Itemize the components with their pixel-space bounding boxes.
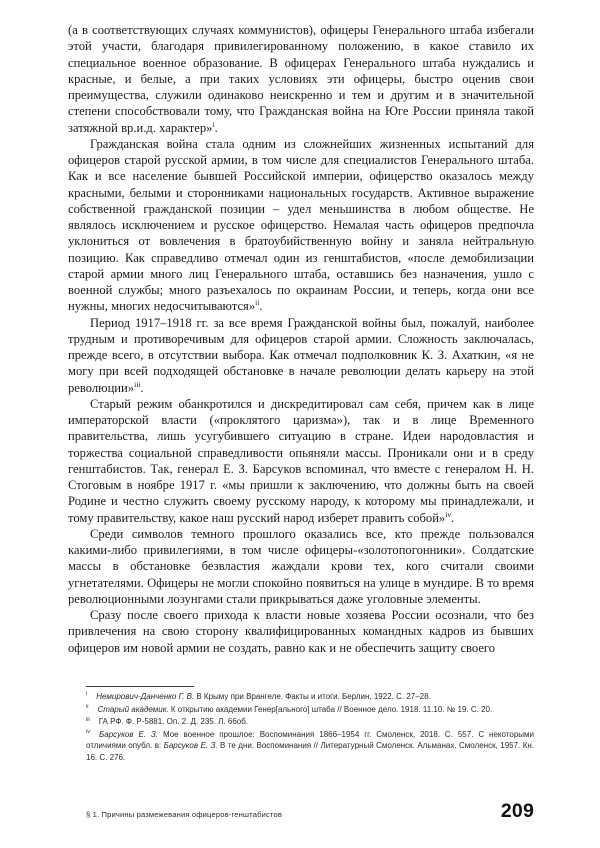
footnotes-section (86, 686, 534, 764)
footnote-text-secondary: В те дни. Воспоминания // Литературный Смоленск. Альманах. Смоленск, 1957. Кн. 16. С. 276. (86, 741, 534, 762)
paragraph-text: Старый режим обанкротился и дискредитировал сам себя, причем как в лице императорской власти («проклятого царизма»), так и в лице Временного правительства, лишь усугубившего ситуацию в стране. Идеи народовластия и торжества социальной справедливости опьяняли массы. Проникали они и в среду генштабистов. Так, генерал Е. З. Барсуков вспоминал, что вместе с генералом Н. Н. Стоговым в ноябре 1917 г. «мы пришли к заключению, что должны быть на своей Родине и честно служить своему русскому народу, к которому мы принадлежали, и тому правительству, какое наш русский народ изберет править собой» (68, 396, 534, 525)
footnote-author: Барсуков Е. З. (99, 730, 159, 740)
footnote-text: ГА РФ. Ф. Р-5881. Оп. 2. Д. 235. Л. 66об. (98, 717, 249, 727)
footnote-item (86, 691, 534, 702)
paragraph-text: Период 1917–1918 гг. за все время Гражданской войны был, пожалуй, наиболее трудным и противоречивым для офицеров старой армии. Сложность заключалась, прежде всего, в отсутствии выбора. Как отмечал подполковник К. З. Ахаткин, «я не могу при всей подходящей обстановке в начале революции делать карьеру на этой революции» (68, 315, 534, 395)
paragraph-text: Сразу после своего прихода к власти новые хозяева России осознали, что без привлечения на свою сторону квалифицированных командных кадров из бывших офицеров им новой армии не создать, равно как и не обеспечить защиту своего (68, 608, 534, 655)
paragraph (68, 526, 534, 607)
footnote-marker: ii (86, 704, 89, 711)
footnote-author: Старый академик. (97, 704, 169, 714)
footnote-author: Немирович-Данченко Г. В. (96, 692, 195, 701)
footnote-item (86, 704, 534, 715)
paragraph: Старый режим обанкротился и дискредитировал сам себя, причем как в лице императорской власти («проклятого царизма»), так и в лице Временного правительства, лишь усугубившего ситуацию в стране. Идеи народовластия и торжества социальной справедливости опьяняли массы. Проникали они и в среду генштабистов. Так, генерал Е. З. Барсуков вспоминал, что вместе с генералом Н. Н. Стоговым в ноябре 1917 г. «мы пришли к заключению, что должны быть на своей Родине и честно служить своему русскому народу, к которому мы принадлежали, и тому правительству, какое наш русский народ изберет править собой»$^{iv}$. (68, 396, 534, 525)
footnote-reference[interactable]: i (212, 119, 215, 129)
paragraph: Гражданская война стала одним из сложнейших жизненных испытаний для офицеров старой русской армии, в том числе для специалистов Генерального штаба. Как и все население бывшей Российской империи, офицерство оказалось между красными, белыми и сторонниками национальных государств. Активное выражение собственной гражданской позиции – удел меньшинства в любом обществе. Не являлось исключением и русское офицерство. Немалая часть офицеров предпочла уклониться от вовлечения в братоубийственную войну и заняла нейтральную позицию. Как справедливо отмечал один из генштабистов, «после демобилизации старой армии много лиц Генерального штаба, оставшись без назначения, ушло с военной службы; много разъехалось по окраинам России, и теперь, когда они все нужны, многих недосчитываются»$^{ii}$. (68, 136, 534, 314)
footnote-item (86, 716, 534, 727)
footnote-marker: iii (86, 716, 90, 723)
footnote-separator-rule (86, 686, 194, 687)
footnote-marker: iv (86, 729, 91, 736)
footnote-reference[interactable]: iv (445, 509, 452, 519)
page-footer (0, 800, 600, 848)
footnote-marker: i (86, 691, 88, 698)
paragraph: Период 1917–1918 гг. за все время Гражданской войны был, пожалуй, наиболее трудным и противоречивым для офицеров старой армии. Сложность заключалась, прежде всего, в отсутствии выбора. Как отмечал подполковник К. З. Ахаткин, «я не могу при всей подходящей обстановке в начале революции делать карьеру на этой революции»$^{iii}$. (68, 315, 534, 395)
footnote-item (86, 729, 534, 763)
paragraph-text: Гражданская война стала одним из сложнейших жизненных испытаний для офицеров старой русской армии, в том числе для специалистов Генерального штаба. Как и все население бывшей Российской империи, офицерство оказалось между красными, белыми и сторонниками национальных государств. Активное выражение собственной гражданской позиции – удел меньшинства в любом обществе. Не являлось исключением и русское офицерство. Немалая часть офицеров предпочла уклониться от вовлечения в братоубийственную войну и заняла нейтральную позицию. Как справедливо отмечал один из генштабистов, «после демобилизации старой армии много лиц Генерального штаба, оставшись без назначения, ушло с военной службы; много разъехалось по окраинам России, и теперь, когда они все нужны, многих недосчитываются» (68, 136, 534, 314)
footnote-author-secondary: Барсуков Е. З. (163, 741, 218, 751)
paragraph-text: Среди символов темного прошлого оказались все, кто прежде пользовался какими-либо привилегиями, в том числе офицеры-«золотопогонники». Солдатские массы в обстановке безвластия жаждали крови тех, кого считали своими угнетателями. Офицеры не могли спокойно появиться на улице в мундире. В то время революционными лозунгами стали прикрываться даже уголовные элементы. (68, 526, 534, 606)
body-text-block (68, 22, 534, 656)
footnote-reference[interactable]: ii (255, 298, 260, 308)
paragraph: (а в соответствующих случаях коммунистов), офицеры Генерального штаба избегали этой участи, благодаря привилегированному положению, в какое ставило их специальное военное образование. В офицерах Генерального штаба нуждались и красные, и белые, а при таких условиях эти офицеры, быстро оценив свои преимущества, служили одинаково неискренно и тем и другим и в значительной степени способствовали тому, что Гражданская война на Юге России приняла такой затяжной вр.и.д. характер»$^i$. (68, 23, 534, 135)
footnote-text: В Крыму при Врангеле. Факты и итоги. Берлин, 1922. С. 27–28. (194, 692, 431, 701)
footnote-text: К открытию академии Генер[ального] штаба // Военное дело. 1918. 11.10. № 19. С. 20. (168, 704, 493, 714)
page-number: 209 (500, 800, 534, 822)
footnote-reference[interactable]: iii (134, 379, 141, 389)
running-footer-title: § 1. Причины размежевания офицеров-генштабистов (86, 810, 283, 819)
paragraph (68, 607, 534, 656)
paragraph-text: (а в соответствующих случаях коммунистов), офицеры Генерального штаба избегали этой участи, благодаря привилегированному положению, в какое ставило их специальное военное образование. В офицерах Генерального штаба нуждались и красные, и белые, а при таких условиях эти офицеры, быстро оценив свои преимущества, служили одинаково неискренно и тем и другим и в значительной степени способствовали тому, что Гражданская война на Юге России приняла такой затяжной вр.и.д. характер» (68, 23, 534, 135)
footnote-text: Мое военное прошлое: Воспоминания 1866–1954 гг. Смоленск, 2018. С. 557. С некоторыми отличиями опубл. в: (86, 730, 534, 751)
